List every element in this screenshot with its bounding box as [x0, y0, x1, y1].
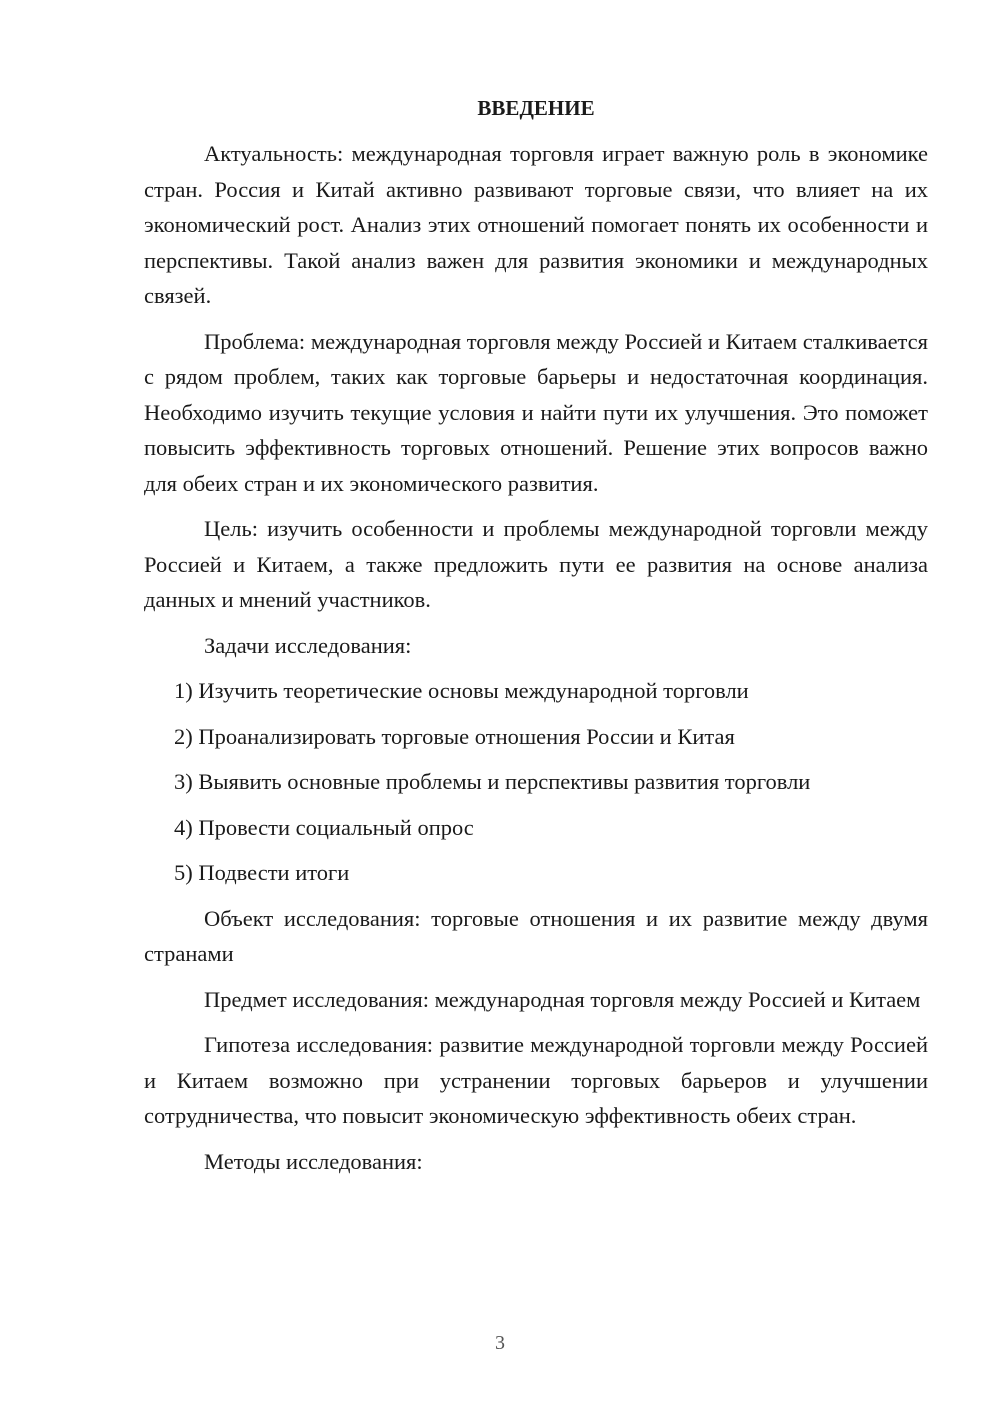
- relevance-paragraph: Актуальность: международная торговля играет важную роль в экономике стран. Россия и Китай активно развивают торговые связи, что влияет на их экономический рост. Анализ этих отношений помогает понять их особенности и перспективы. Такой анализ важен для развития экономики и международных связей.: [144, 141, 928, 308]
- hypothesis-paragraph: Гипотеза исследования: развитие международной торговли между Россией и Китаем возможно при устранении торговых барьеров и улучшении сотрудничества, что повысит экономическую эффективность обеих стран.: [144, 1032, 928, 1128]
- document-page: [144, 92, 928, 1189]
- page-number: 3: [495, 1332, 505, 1354]
- list-item: 3) Выявить основные проблемы и перспективы развития торговли: [174, 769, 811, 794]
- section-heading: ВВЕДЕНИЕ: [477, 96, 595, 120]
- methods-label: Методы исследования:: [204, 1148, 423, 1174]
- goal-paragraph: Цель: изучить особенности и проблемы международной торговли между Россией и Китаем, а также предложить пути ее развития на основе анализа данных и мнений участников.: [144, 516, 928, 612]
- tasks-list: [144, 673, 928, 891]
- list-item: 5) Подвести итоги: [174, 860, 350, 885]
- tasks-label: Задачи исследования:: [204, 632, 412, 658]
- list-item: 1) Изучить теоретические основы международной торговли: [174, 678, 749, 703]
- problem-paragraph: Проблема: международная торговля между Россией и Китаем сталкивается с рядом проблем, таких как торговые барьеры и недостаточная координация. Необходимо изучить текущие условия и найти пути их улучшения. Это поможет повысить эффективность торговых отношений. Решение этих вопросов важно для обеих стран и их экономического развития.: [144, 328, 928, 496]
- subject-paragraph: Предмет исследования: международная торговля между Россией и Китаем: [204, 986, 921, 1012]
- list-item: 4) Провести социальный опрос: [174, 814, 474, 840]
- list-item: 2) Проанализировать торговые отношения России и Китая: [174, 723, 735, 749]
- object-paragraph: Объект исследования: торговые отношения и их развитие между двумя странами: [144, 905, 928, 966]
